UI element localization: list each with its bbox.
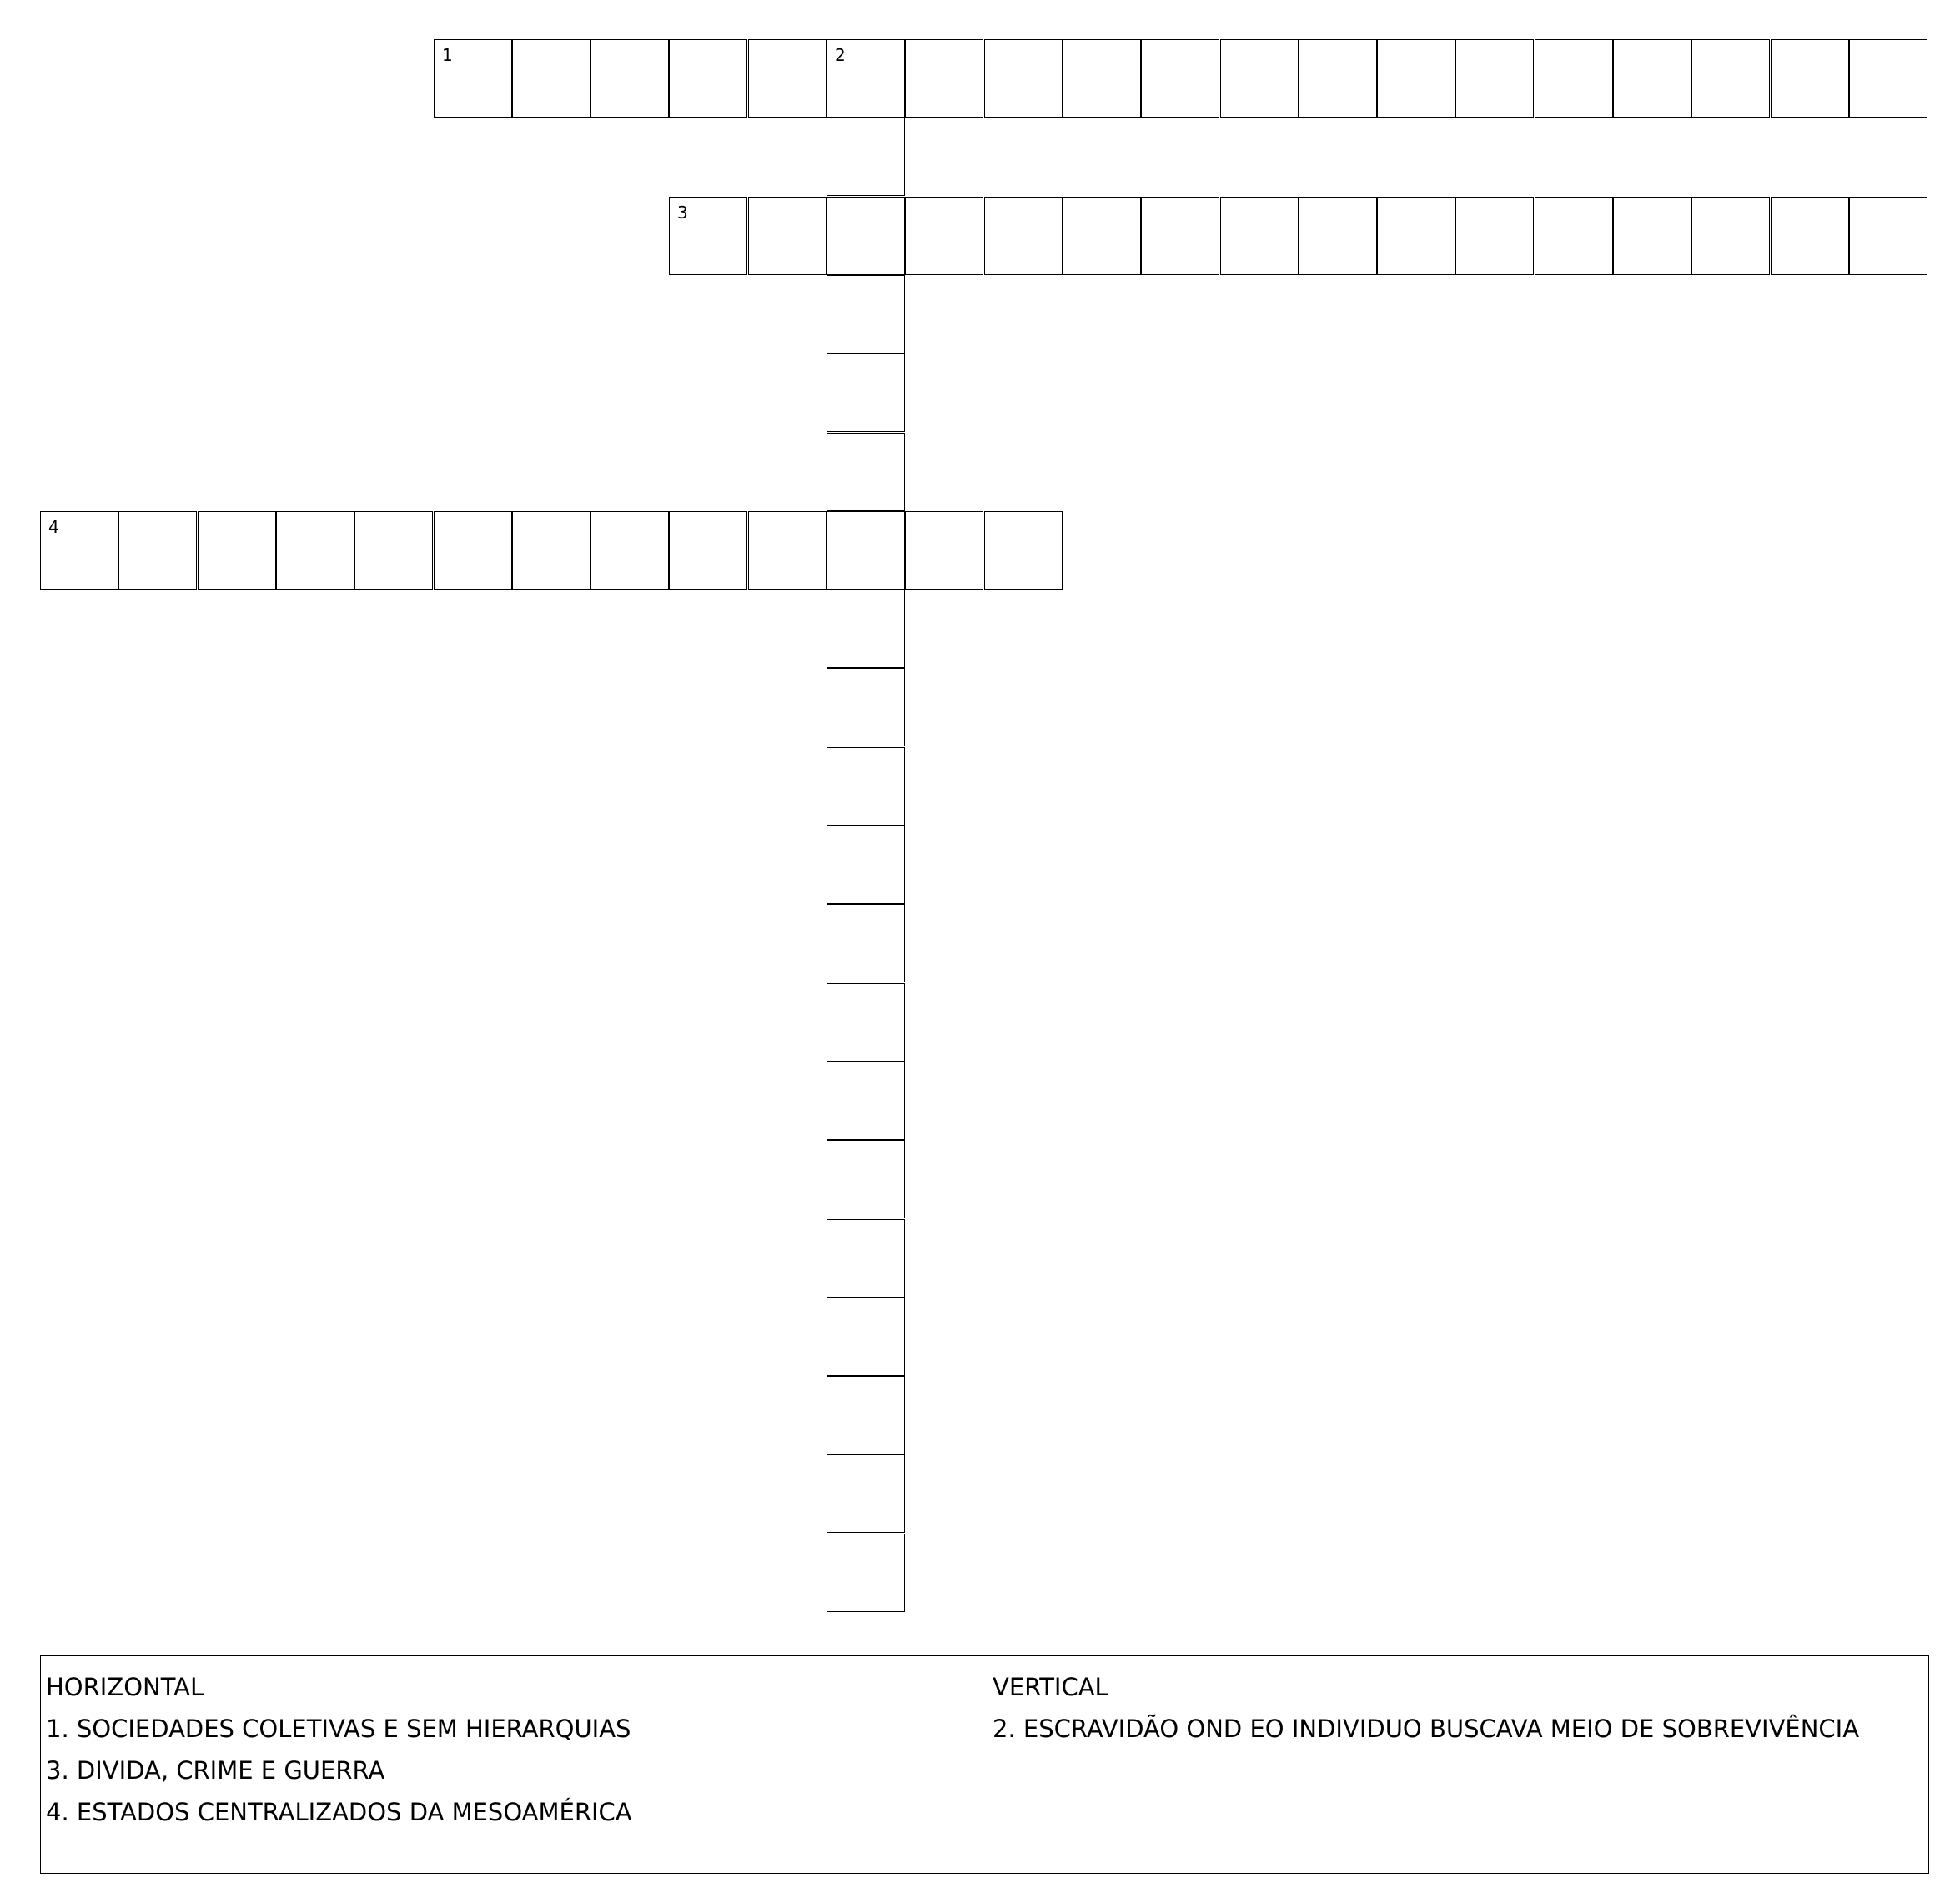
crossword-cell[interactable]	[827, 668, 905, 746]
crossword-cell[interactable]	[512, 39, 591, 118]
crossword-cell[interactable]	[827, 197, 905, 275]
crossword-cell[interactable]	[40, 511, 118, 590]
crossword-cell[interactable]	[276, 511, 354, 590]
crossword-cell[interactable]	[827, 826, 905, 904]
crossword-cell[interactable]	[827, 747, 905, 826]
crossword-cell[interactable]	[1455, 197, 1534, 275]
crossword-cell[interactable]	[1141, 197, 1219, 275]
crossword-cell[interactable]	[1455, 39, 1534, 118]
crossword-cell[interactable]	[1771, 39, 1849, 118]
crossword-cell[interactable]	[827, 1376, 905, 1454]
vertical-heading: VERTICAL	[993, 1673, 1108, 1701]
clue-3-across: 3. DIVIDA, CRIME E GUERRA	[46, 1756, 385, 1785]
crossword-cell[interactable]	[748, 511, 827, 590]
clues-box	[40, 1655, 1929, 1874]
crossword-cell[interactable]	[354, 511, 433, 590]
crossword-cell[interactable]	[1299, 39, 1377, 118]
crossword-cell[interactable]	[984, 197, 1063, 275]
crossword-cell[interactable]	[1613, 197, 1691, 275]
crossword-cell[interactable]	[827, 1454, 905, 1533]
clue-4-across: 4. ESTADOS CENTRALIZADOS DA MESOAMÉRICA	[46, 1798, 632, 1826]
crossword-cell[interactable]	[1613, 39, 1691, 118]
crossword-cell[interactable]	[827, 1298, 905, 1376]
crossword-cell[interactable]	[434, 511, 512, 590]
crossword-cell[interactable]	[905, 39, 983, 118]
crossword-cell[interactable]	[1063, 39, 1141, 118]
crossword-cell[interactable]	[512, 511, 591, 590]
crossword-cell[interactable]	[827, 275, 905, 354]
crossword-cell[interactable]	[1063, 197, 1141, 275]
cell-number: 1	[442, 45, 453, 65]
cell-number: 4	[48, 517, 59, 537]
crossword-cell[interactable]	[905, 511, 983, 590]
crossword-cell[interactable]	[669, 39, 747, 118]
crossword-cell[interactable]	[434, 39, 512, 118]
crossword-cell[interactable]	[669, 511, 747, 590]
crossword-cell[interactable]	[1771, 197, 1849, 275]
crossword-cell[interactable]	[591, 511, 669, 590]
crossword-cell[interactable]	[827, 1140, 905, 1218]
clue-2-down: 2. ESCRAVIDÃO OND EO INDIVIDUO BUSCAVA MEIO DE SOBREVIVÊNCIA	[993, 1715, 1860, 1743]
crossword-cell[interactable]	[1220, 39, 1299, 118]
crossword-cell[interactable]	[827, 354, 905, 432]
crossword-cell[interactable]	[1535, 39, 1613, 118]
crossword-cell[interactable]	[984, 39, 1063, 118]
crossword-cell[interactable]	[827, 39, 905, 118]
crossword-cell[interactable]	[1535, 197, 1613, 275]
crossword-cell[interactable]	[748, 197, 827, 275]
crossword-cell[interactable]	[1299, 197, 1377, 275]
crossword-cell[interactable]	[984, 511, 1063, 590]
crossword-cell[interactable]	[1691, 197, 1770, 275]
crossword-cell[interactable]	[1377, 39, 1455, 118]
crossword-cell[interactable]	[827, 983, 905, 1062]
crossword-cell[interactable]	[905, 197, 983, 275]
vertical-clues	[993, 1666, 1859, 1750]
crossword-cell[interactable]	[1377, 197, 1455, 275]
horizontal-heading: HORIZONTAL	[46, 1673, 204, 1701]
crossword-cell[interactable]	[827, 590, 905, 668]
crossword-cell[interactable]	[827, 904, 905, 982]
crossword-cell[interactable]	[591, 39, 669, 118]
crossword-cell[interactable]	[827, 511, 905, 590]
horizontal-clues	[46, 1666, 632, 1833]
crossword-cell[interactable]	[827, 1062, 905, 1140]
crossword-cell[interactable]	[827, 1219, 905, 1298]
crossword-cell[interactable]	[198, 511, 276, 590]
crossword-cell[interactable]	[748, 39, 827, 118]
crossword-cell[interactable]	[1141, 39, 1219, 118]
crossword-cell[interactable]	[669, 197, 747, 275]
crossword-cell[interactable]	[118, 511, 197, 590]
crossword-cell[interactable]	[1849, 39, 1927, 118]
cell-number: 2	[835, 45, 846, 65]
crossword-cell[interactable]	[827, 1534, 905, 1612]
crossword-cell[interactable]	[1691, 39, 1770, 118]
crossword-cell[interactable]	[1849, 197, 1927, 275]
cell-number: 3	[677, 203, 688, 223]
clue-1-across: 1. SOCIEDADES COLETIVAS E SEM HIERARQUIAS	[46, 1715, 631, 1743]
crossword-cell[interactable]	[1220, 197, 1299, 275]
crossword-cell[interactable]	[827, 433, 905, 511]
crossword-cell[interactable]	[827, 118, 905, 196]
